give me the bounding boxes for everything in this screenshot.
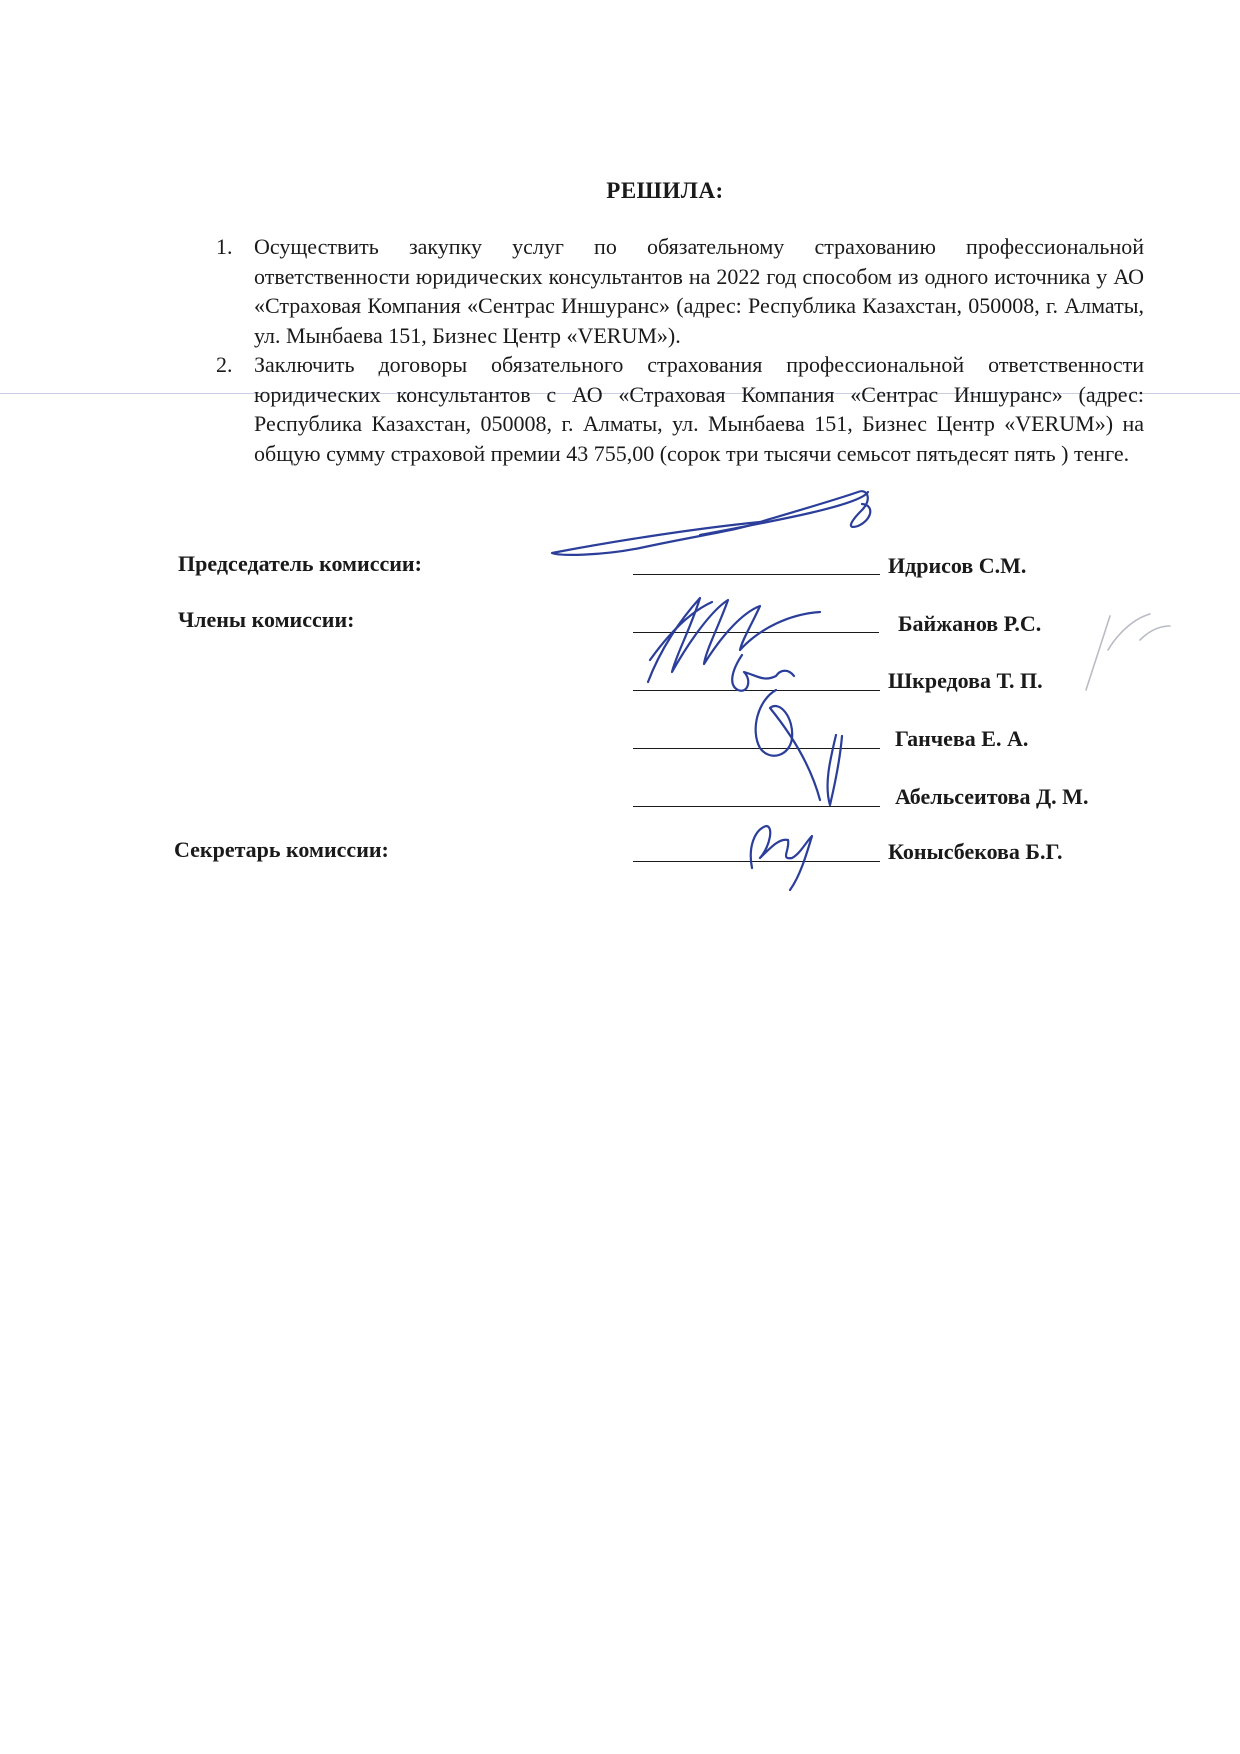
chairman-name: Идрисов С.М.	[888, 553, 1027, 578]
member-name-4: Абельсеитова Д. М.	[895, 784, 1089, 809]
chairman-signature-stroke	[760, 491, 870, 527]
member-signature-line	[633, 632, 879, 633]
margin-pencil-mark	[1086, 614, 1170, 690]
members-label: Члены комиссии:	[178, 607, 355, 632]
member-signature-stroke	[650, 602, 712, 660]
member-signature-line	[633, 690, 880, 691]
secretary-signature-stroke	[751, 826, 812, 890]
chairman-signature-stroke	[700, 492, 868, 535]
decision-list	[212, 232, 1144, 468]
decision-text: Заключить договоры обязательного страхования профессиональной ответственности юридических консультантов с АО «Страховая Компания «Сентрас Иншуранс» (адрес: Республика Казахстан, 050008, г. Алматы, ул. Мынбаева 151, Бизнес Центр «VERUM») на общую сумму страховой премии 43 755,00 (сорок три тысячи семьсот пятьдесят пять ) тенге.	[254, 352, 1144, 466]
secretary-signature-line	[633, 861, 880, 862]
decision-item-1	[212, 232, 1144, 350]
decision-number: 2.	[216, 352, 233, 377]
member-signature-stroke	[756, 690, 820, 800]
member-name-1: Байжанов Р.С.	[898, 611, 1042, 636]
chairman-label: Председатель комиссии:	[178, 551, 422, 576]
member-signature-stroke	[648, 598, 820, 682]
member-signature-stroke	[828, 735, 842, 805]
member-signature-line	[633, 806, 880, 807]
secretary-name: Конысбекова Б.Г.	[888, 839, 1063, 864]
member-name-2: Шкредова Т. П.	[888, 668, 1043, 693]
chairman-signature-stroke	[552, 522, 760, 555]
decision-text: Осуществить закупку услуг по обязательному страхованию профессиональной ответственности юридических консультантов на 2022 год способом из одного источника у АО «Страховая Компания «Сентрас Иншуранс» (адрес: Республика Казахстан, 050008, г. Алматы, ул. Мынбаева 151, Бизнес Центр «VERUM»).	[254, 234, 1144, 348]
decision-number: 1.	[216, 234, 233, 259]
member-signature-line	[633, 748, 880, 749]
member-signature-stroke	[732, 655, 794, 691]
decision-item-2	[212, 350, 1144, 468]
chairman-signature-line	[633, 574, 880, 575]
decision-heading: РЕШИЛА:	[606, 178, 724, 203]
secretary-label: Секретарь комиссии:	[174, 837, 389, 862]
member-name-3: Ганчева Е. А.	[895, 726, 1029, 751]
